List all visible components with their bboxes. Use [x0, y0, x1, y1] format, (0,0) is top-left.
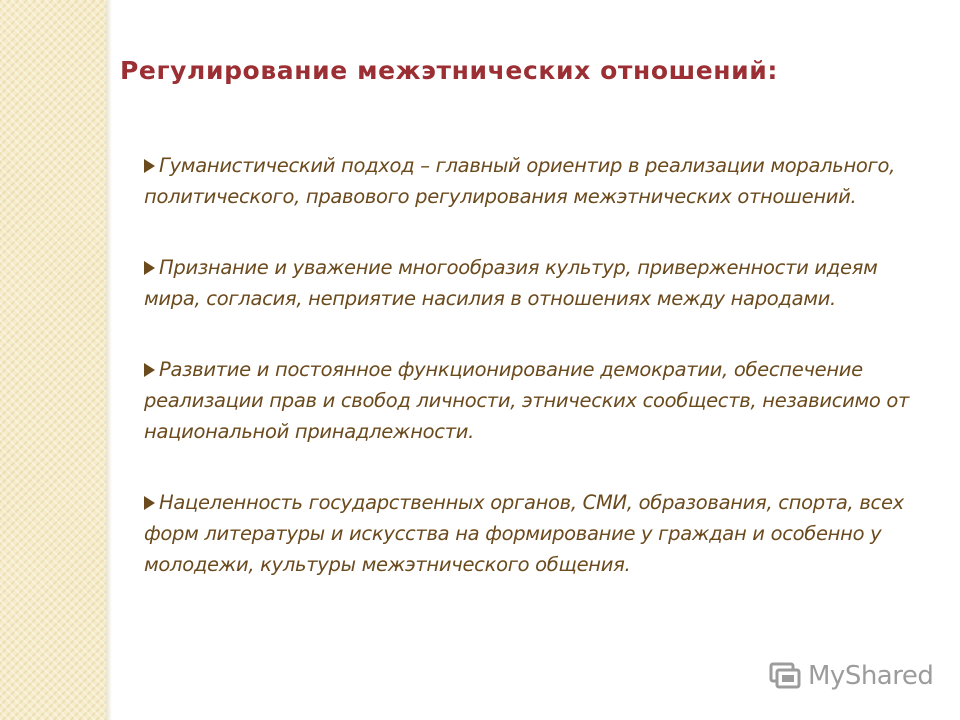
bullet-text: Нацеленность государственных органов, СМИ, образования, спорта, всех форм литературы и искусства на формирование у граждан и особенно у молодежи, культуры межэтнического общения.	[144, 491, 904, 576]
bullet-item	[144, 252, 934, 314]
myshared-logo-icon	[768, 659, 802, 693]
bullet-item	[144, 150, 934, 212]
arrow-bullet-icon	[144, 261, 155, 275]
bullet-item	[144, 354, 934, 447]
slide-title: Регулирование межэтнических отношений:	[120, 56, 779, 85]
arrow-bullet-icon	[144, 363, 155, 377]
bullet-text: Признание и уважение многообразия культур, приверженности идеям мира, согласия, неприятие насилия в отношениях между народами.	[144, 256, 878, 310]
myshared-watermark	[768, 656, 933, 696]
bullet-text: Развитие и постоянное функционирование демократии, обеспечение реализации прав и свобод личности, этнических сообществ, независимо от национальной принадлежности.	[144, 358, 910, 443]
bullet-item	[144, 487, 934, 580]
arrow-bullet-icon	[144, 159, 155, 173]
side-strip-shadow	[106, 0, 112, 720]
decorative-side-strip	[0, 0, 106, 720]
bullet-list	[144, 150, 934, 620]
bullet-text: Гуманистический подход – главный ориентир в реализации морального, политического, правового регулирования межэтнических отношений.	[144, 154, 896, 208]
arrow-bullet-icon	[144, 496, 155, 510]
watermark-text: MyShared	[808, 661, 934, 691]
